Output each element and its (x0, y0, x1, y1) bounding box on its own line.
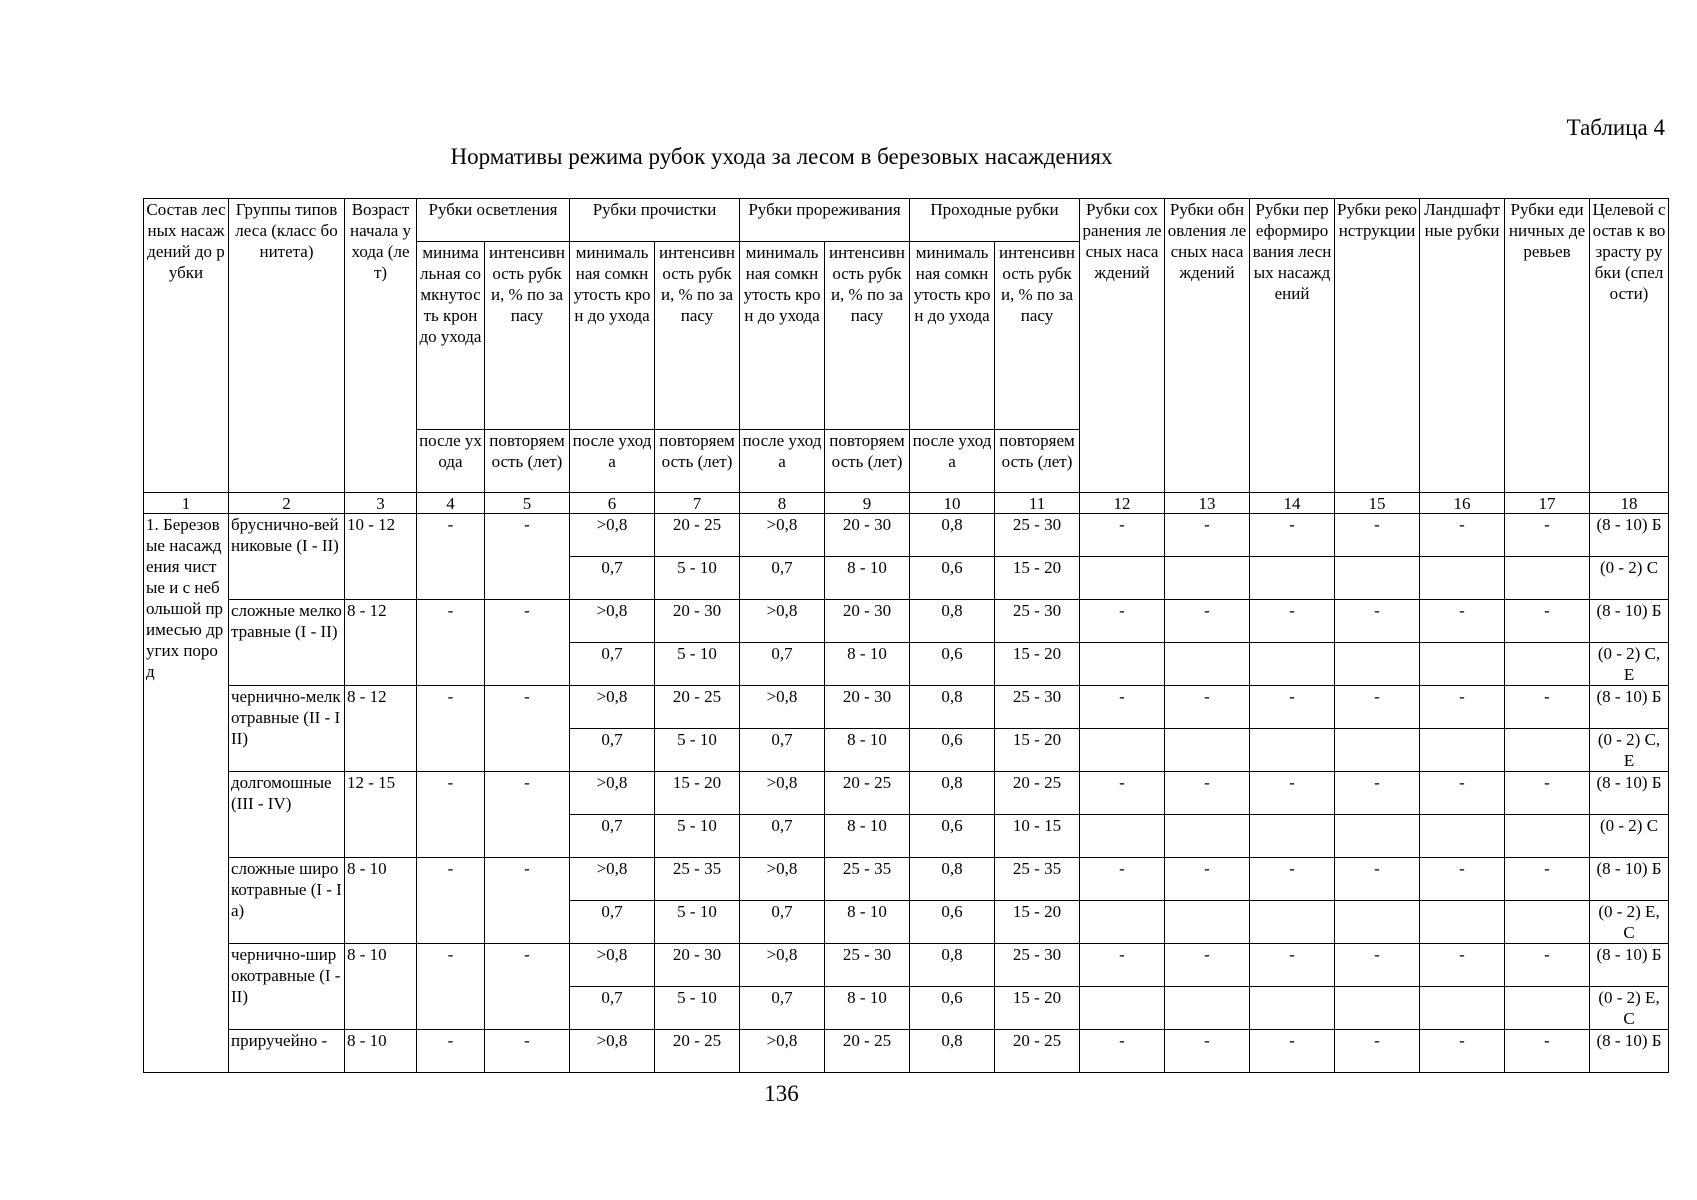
empty-cell (1420, 901, 1505, 944)
table-cell: - (1420, 944, 1505, 987)
empty-cell (1335, 901, 1420, 944)
table-cell: 0,7 (740, 815, 825, 858)
target-composition-cell: (0 - 2) Е, С (1590, 901, 1669, 944)
column-number: 1 (144, 493, 229, 514)
table-cell: 0,7 (740, 557, 825, 600)
empty-cell (1250, 557, 1335, 600)
table-cell: 5 - 10 (655, 815, 740, 858)
header-cell: повторяемость (лет) (995, 430, 1080, 493)
table-cell: 10 - 15 (995, 815, 1080, 858)
norms-table (143, 198, 1669, 1073)
table-cell: 0,8 (910, 858, 995, 901)
table-cell: - (1335, 600, 1420, 643)
table-cell: - (1250, 1030, 1335, 1073)
table-cell: - (1335, 858, 1420, 901)
header-cell: Рубки прочистки (570, 199, 740, 242)
empty-cell (1420, 643, 1505, 686)
table-cell: - (485, 944, 570, 1030)
empty-cell (1165, 643, 1250, 686)
header-cell: Ландшафтные рубки (1420, 199, 1505, 493)
table-cell: - (1080, 772, 1165, 815)
header-cell: Целевой состав к возрасту рубки (спелости) (1590, 199, 1669, 493)
header-cell: Проходные рубки (910, 199, 1080, 242)
table-cell: 5 - 10 (655, 987, 740, 1030)
empty-cell (1080, 729, 1165, 772)
header-cell: повторяемость (лет) (485, 430, 570, 493)
table-cell: 0,6 (910, 729, 995, 772)
table-cell: - (485, 1030, 570, 1073)
target-composition-cell: (8 - 10) Б (1590, 772, 1669, 815)
table-cell: 0,7 (740, 987, 825, 1030)
table-cell: - (1165, 600, 1250, 643)
empty-cell (1420, 987, 1505, 1030)
table-cell: 0,7 (570, 815, 655, 858)
table-cell: - (1250, 600, 1335, 643)
table-cell: 0,7 (570, 557, 655, 600)
table-cell: 20 - 25 (825, 772, 910, 815)
empty-cell (1505, 729, 1590, 772)
header-cell: минимальная сомкнутость крон до ухода (740, 242, 825, 430)
table-cell: 25 - 35 (995, 858, 1080, 901)
table-cell: 0,8 (910, 1030, 995, 1073)
table-cell: - (1080, 600, 1165, 643)
table-cell: 25 - 30 (995, 600, 1080, 643)
target-composition-cell: (0 - 2) С (1590, 815, 1669, 858)
column-number: 9 (825, 493, 910, 514)
table-cell: 15 - 20 (995, 729, 1080, 772)
target-composition-cell: (8 - 10) Б (1590, 858, 1669, 901)
table-cell: >0,8 (740, 944, 825, 987)
table-cell: - (1505, 772, 1590, 815)
table-cell: - (1165, 514, 1250, 557)
table-cell: 0,7 (740, 643, 825, 686)
header-cell: Состав лесных насаждений до рубки (144, 199, 229, 493)
column-number: 13 (1165, 493, 1250, 514)
table-row (144, 858, 1669, 901)
header-cell: интенсивность рубки, % по запасу (655, 242, 740, 430)
table-cell: - (1420, 1030, 1505, 1073)
table-cell: 8 - 10 (825, 987, 910, 1030)
table-cell: >0,8 (740, 858, 825, 901)
page-number: 136 (764, 1081, 799, 1106)
header-cell: Возраст начала ухода (лет) (345, 199, 417, 493)
table-row (144, 1030, 1669, 1073)
column-number: 5 (485, 493, 570, 514)
header-cell: после ухода (570, 430, 655, 493)
empty-cell (1080, 557, 1165, 600)
table-cell: >0,8 (570, 600, 655, 643)
table-cell: 25 - 30 (995, 686, 1080, 729)
header-cell: минимальная сомкнутость крон до ухода (910, 242, 995, 430)
table-cell: - (1165, 944, 1250, 987)
table-label: Таблица 4 (1566, 115, 1665, 140)
table-cell: - (1080, 858, 1165, 901)
empty-cell (1335, 729, 1420, 772)
header-cell: после ухода (910, 430, 995, 493)
table-row (144, 772, 1669, 815)
target-composition-cell: (8 - 10) Б (1590, 514, 1669, 557)
table-cell: - (1080, 514, 1165, 557)
table-cell: 8 - 10 (825, 815, 910, 858)
empty-cell (1335, 815, 1420, 858)
empty-cell (1420, 729, 1505, 772)
age-cell: 10 - 12 (345, 514, 417, 600)
table-cell: - (1335, 686, 1420, 729)
table-cell: - (1165, 686, 1250, 729)
table-cell: 25 - 30 (995, 514, 1080, 557)
column-number: 11 (995, 493, 1080, 514)
table-cell: 0,8 (910, 772, 995, 815)
table-row (144, 600, 1669, 643)
header-row-top (144, 199, 1669, 242)
table-cell: - (1335, 772, 1420, 815)
age-cell: 8 - 12 (345, 686, 417, 772)
table-cell: 0,6 (910, 557, 995, 600)
table-cell: 25 - 35 (655, 858, 740, 901)
header-cell: Рубки сохранения лесных насаждений (1080, 199, 1165, 493)
table-cell: 25 - 30 (995, 944, 1080, 987)
column-number: 15 (1335, 493, 1420, 514)
table-cell: 5 - 10 (655, 557, 740, 600)
table-cell: - (485, 686, 570, 772)
table-cell: 20 - 25 (655, 1030, 740, 1073)
table-cell: 0,8 (910, 944, 995, 987)
forest-type-cell: сложные широкотравные (I - Ia) (229, 858, 345, 944)
table-cell: 8 - 10 (825, 901, 910, 944)
empty-cell (1335, 557, 1420, 600)
table-row (144, 686, 1669, 729)
table-cell: 0,6 (910, 815, 995, 858)
header-cell: Рубки осветления (417, 199, 570, 242)
table-cell: - (1420, 686, 1505, 729)
age-cell: 8 - 10 (345, 1030, 417, 1073)
empty-cell (1335, 643, 1420, 686)
table-cell: - (1505, 514, 1590, 557)
empty-cell (1250, 987, 1335, 1030)
column-numbers-row (144, 493, 1669, 514)
header-cell: повторяемость (лет) (825, 430, 910, 493)
empty-cell (1505, 901, 1590, 944)
table-cell: - (1420, 514, 1505, 557)
age-cell: 12 - 15 (345, 772, 417, 858)
table-cell: 15 - 20 (995, 557, 1080, 600)
table-cell: 25 - 30 (825, 944, 910, 987)
header-cell: повторяемость (лет) (655, 430, 740, 493)
table-cell: 0,7 (740, 901, 825, 944)
target-composition-cell: (8 - 10) Б (1590, 1030, 1669, 1073)
page-title: Нормативы режима рубок ухода за лесом в березовых насаждениях (450, 144, 1113, 169)
column-number: 6 (570, 493, 655, 514)
forest-type-cell: сложные мелкотравные (I - II) (229, 600, 345, 686)
empty-cell (1165, 729, 1250, 772)
header-cell: интенсивность рубки, % по запасу (825, 242, 910, 430)
table-cell: - (417, 686, 485, 772)
column-number: 14 (1250, 493, 1335, 514)
table-cell: - (1335, 944, 1420, 987)
table-cell: 20 - 25 (825, 1030, 910, 1073)
table-cell: 20 - 25 (655, 686, 740, 729)
column-number: 16 (1420, 493, 1505, 514)
table-cell: - (1250, 944, 1335, 987)
target-composition-cell: (0 - 2) С, Е (1590, 729, 1669, 772)
table-cell: - (417, 514, 485, 600)
table-cell: >0,8 (570, 686, 655, 729)
target-composition-cell: (8 - 10) Б (1590, 600, 1669, 643)
column-number: 17 (1505, 493, 1590, 514)
table-cell: 0,7 (570, 643, 655, 686)
column-number: 8 (740, 493, 825, 514)
age-cell: 8 - 10 (345, 944, 417, 1030)
age-cell: 8 - 10 (345, 858, 417, 944)
table-cell: >0,8 (740, 600, 825, 643)
table-cell: 20 - 25 (655, 514, 740, 557)
header-cell: после ухода (740, 430, 825, 493)
table-cell: >0,8 (570, 1030, 655, 1073)
table-cell: >0,8 (570, 858, 655, 901)
empty-cell (1080, 643, 1165, 686)
table-cell: - (1080, 1030, 1165, 1073)
table-cell: - (1420, 600, 1505, 643)
table-cell: 5 - 10 (655, 901, 740, 944)
empty-cell (1250, 643, 1335, 686)
table-body (144, 199, 1669, 1073)
table-cell: >0,8 (570, 944, 655, 987)
empty-cell (1165, 987, 1250, 1030)
header-cell: Рубки реконструкции (1335, 199, 1420, 493)
table-cell: - (417, 1030, 485, 1073)
table-cell: - (1420, 772, 1505, 815)
header-cell: Рубки прореживания (740, 199, 910, 242)
empty-cell (1165, 901, 1250, 944)
table-cell: 0,7 (740, 729, 825, 772)
empty-cell (1165, 815, 1250, 858)
table-cell: 20 - 30 (825, 514, 910, 557)
header-cell: после ухода (417, 430, 485, 493)
empty-cell (1080, 901, 1165, 944)
empty-cell (1250, 901, 1335, 944)
table-cell: 15 - 20 (655, 772, 740, 815)
table-cell: - (1335, 514, 1420, 557)
table-cell: >0,8 (740, 514, 825, 557)
table-cell: 0,8 (910, 686, 995, 729)
table-cell: 20 - 30 (655, 944, 740, 987)
table-cell: - (1505, 858, 1590, 901)
empty-cell (1505, 643, 1590, 686)
table-cell: - (1165, 1030, 1250, 1073)
table-cell: - (1420, 858, 1505, 901)
column-number: 7 (655, 493, 740, 514)
table-cell: - (485, 600, 570, 686)
table-cell: 0,6 (910, 643, 995, 686)
table-cell: 0,7 (570, 987, 655, 1030)
table-cell: >0,8 (740, 772, 825, 815)
table-cell: >0,8 (570, 514, 655, 557)
table-cell: - (417, 944, 485, 1030)
table-cell: - (417, 772, 485, 858)
table-cell: 20 - 30 (655, 600, 740, 643)
target-composition-cell: (0 - 2) Е, С (1590, 987, 1669, 1030)
table-cell: - (1250, 686, 1335, 729)
header-cell: минимальная сомкнутость крон до ухода (570, 242, 655, 430)
target-composition-cell: (0 - 2) С, Е (1590, 643, 1669, 686)
table-cell: 20 - 25 (995, 1030, 1080, 1073)
column-number: 3 (345, 493, 417, 514)
table-cell: - (1505, 686, 1590, 729)
target-composition-cell: (0 - 2) С (1590, 557, 1669, 600)
table-cell: - (485, 858, 570, 944)
table-row (144, 514, 1669, 557)
table-cell: >0,8 (740, 686, 825, 729)
table-cell: 8 - 10 (825, 557, 910, 600)
table-cell: 0,8 (910, 600, 995, 643)
table-cell: - (1335, 1030, 1420, 1073)
empty-cell (1250, 729, 1335, 772)
empty-cell (1335, 987, 1420, 1030)
column-number: 2 (229, 493, 345, 514)
empty-cell (1505, 815, 1590, 858)
table-cell: 8 - 10 (825, 729, 910, 772)
empty-cell (1505, 987, 1590, 1030)
forest-type-cell: бруснично-вейниковые (I - II) (229, 514, 345, 600)
forest-type-cell: долгомошные (III - IV) (229, 772, 345, 858)
table-cell: - (485, 514, 570, 600)
empty-cell (1080, 815, 1165, 858)
header-cell: интенсивность рубки, % по запасу (995, 242, 1080, 430)
empty-cell (1505, 557, 1590, 600)
column-number: 12 (1080, 493, 1165, 514)
table-cell: >0,8 (570, 772, 655, 815)
table-cell: 8 - 10 (825, 643, 910, 686)
forest-type-cell: чернично-мелкотравные (II - III) (229, 686, 345, 772)
table-cell: 0,8 (910, 514, 995, 557)
table-cell: 0,6 (910, 987, 995, 1030)
table-cell: 15 - 20 (995, 901, 1080, 944)
table-cell: 15 - 20 (995, 987, 1080, 1030)
table-cell: 20 - 30 (825, 600, 910, 643)
table-cell: - (1505, 600, 1590, 643)
forest-type-cell: приручейно - (229, 1030, 345, 1073)
table-cell: - (1250, 858, 1335, 901)
composition-cell: 1. Березовые насаждения чистые и с небольшой примесью других пород (144, 514, 229, 1073)
header-cell: интенсивность рубки, % по запасу (485, 242, 570, 430)
empty-cell (1080, 987, 1165, 1030)
table-cell: 0,7 (570, 729, 655, 772)
table-cell: - (417, 858, 485, 944)
table-cell: - (1165, 858, 1250, 901)
target-composition-cell: (8 - 10) Б (1590, 944, 1669, 987)
table-cell: 0,6 (910, 901, 995, 944)
forest-type-cell: чернично-широкотравные (I - II) (229, 944, 345, 1030)
header-cell: Рубки переформирования лесных насаждений (1250, 199, 1335, 493)
table-cell: - (1080, 686, 1165, 729)
table-cell: - (1165, 772, 1250, 815)
header-cell: Группы типов леса (класс бонитета) (229, 199, 345, 493)
table-cell: - (485, 772, 570, 858)
age-cell: 8 - 12 (345, 600, 417, 686)
table-cell: - (1080, 944, 1165, 987)
empty-cell (1420, 557, 1505, 600)
table-cell: - (417, 600, 485, 686)
column-number: 4 (417, 493, 485, 514)
table-cell: - (1505, 1030, 1590, 1073)
table-cell: 0,7 (570, 901, 655, 944)
column-number: 10 (910, 493, 995, 514)
table-cell: 15 - 20 (995, 643, 1080, 686)
header-cell: Рубки единичных деревьев (1505, 199, 1590, 493)
header-cell: минимальная сомкнутость крон до ухода (417, 242, 485, 430)
table-cell: 20 - 30 (825, 686, 910, 729)
empty-cell (1250, 815, 1335, 858)
table-row (144, 944, 1669, 987)
table-cell: 20 - 25 (995, 772, 1080, 815)
table-cell: 5 - 10 (655, 643, 740, 686)
table-cell: 25 - 35 (825, 858, 910, 901)
target-composition-cell: (8 - 10) Б (1590, 686, 1669, 729)
empty-cell (1165, 557, 1250, 600)
table-cell: >0,8 (740, 1030, 825, 1073)
table-cell: - (1250, 514, 1335, 557)
table-cell: - (1250, 772, 1335, 815)
table-cell: 5 - 10 (655, 729, 740, 772)
empty-cell (1420, 815, 1505, 858)
column-number: 18 (1590, 493, 1669, 514)
table-cell: - (1505, 944, 1590, 987)
header-cell: Рубки обновления лесных насаждений (1165, 199, 1250, 493)
